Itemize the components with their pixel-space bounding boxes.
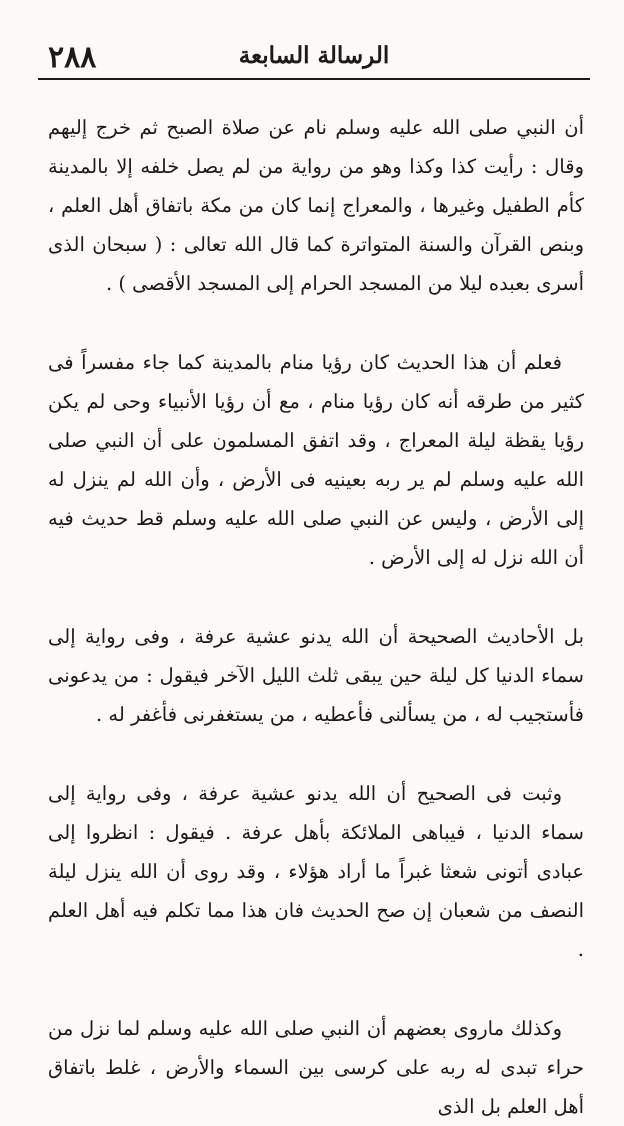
paragraph-4: وثبت فى الصحيح أن الله يدنو عشية عرفة ، وفى رواية إلى سماء الدنيا ، فيباهى الملائكة بأهل عرفة . فيقول : انظروا إلى عبادى أتونى شعثا غبراً ما أراد هؤلاء ، وقد روى أن الله ينزل ليلة النصف من شعبان إن صح الحديث فان هذا مما تكلم فيه أهل العلم . [48,782,584,961]
paragraph-3: بل الأحاديث الصحيحة أن الله يدنو عشية عرفة ، وفى رواية إلى سماء الدنيا كل ليلة حين يبقى ثلث الليل الآخر فيقول : من يدعونى فأستجيب له ، من يسألنى فأعطيه ، من يستغفرنى فأغفر له . [48,625,584,726]
paragraph-2: فعلم أن هذا الحديث كان رؤيا منام بالمدينة كما جاء مفسراً فى كثير من طرقه أنه كان رؤيا منام ، مع أن رؤيا الأنبياء وحى لم يكن رؤيا يقظة ليلة المعراج ، وقد اتفق المسلمون على أن النبي صلى الله عليه وسلم لم ير ربه بعينيه فى الأرض ، وأن الله لم ينزل له إلى الأرض ، وليس عن النبي صلى الله عليه وسلم قط حديث فيه أن الله نزل له إلى الأرض . [48,351,584,569]
running-title: الرسالة السابعة [238,42,390,69]
paragraph-5: وكذلك ماروى بعضهم أن النبي صلى الله عليه وسلم لما نزل من حراء تبدى له ربه على كرسى بين السماء والأرض ، غلط باتفاق أهل العلم بل الذى [48,1017,584,1118]
body-text [38,108,590,1126]
paragraph-1: أن النبي صلى الله عليه وسلم نام عن صلاة الصبح ثم خرج إليهم وقال : رأيت كذا وكذا وهو من رواية من لم يصل خلفه إلا بالمدينة كأم الطفيل وغيرها ، والمعراج إنما كان من مكة باتفاق أهل العلم ، وبنص القرآن والسنة المتواترة كما قال الله تعالى : ( سبحان الذى أسرى بعبده ليلا من المسجد الحرام إلى المسجد الأقصى ) . [48,116,584,295]
page-number: ٢٨٨ [48,40,97,75]
page-header [38,34,590,80]
